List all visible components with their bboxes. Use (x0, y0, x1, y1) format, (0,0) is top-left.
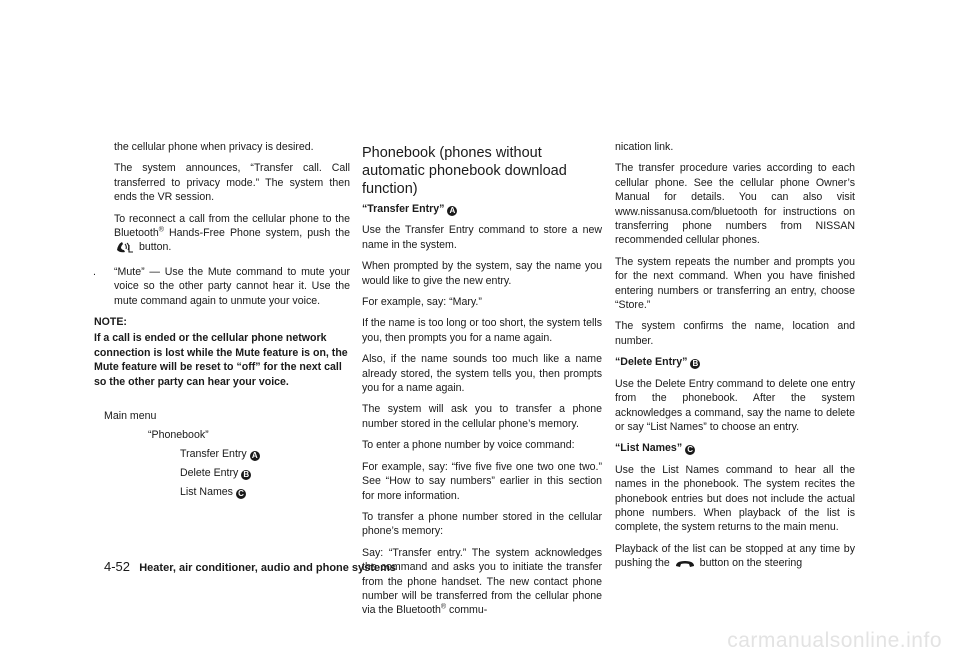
paragraph: Use the List Names command to hear all the names in the phonebook. The system recites the phonebook entries but does not include the actual phone numbers. When playback of the list is complete, the system returns to the main menu. (615, 463, 855, 534)
marker-b-icon: B (241, 470, 251, 480)
paragraph: To transfer a phone number stored in the cellular phone’s memory: (362, 510, 602, 538)
paragraph: The system announces, “Transfer call. Call transferred to privacy mode.” The system then ends the VR session. (114, 162, 350, 204)
paragraph: Also, if the name sounds too much like a name already stored, the system tells you, then prompts you for a name again. (362, 353, 602, 395)
paragraph: nication link. (615, 141, 674, 153)
note-heading: NOTE: (94, 316, 127, 329)
marker-c-icon: C (236, 489, 246, 499)
paragraph: Use the Transfer Entry command to store a new name in the system. (362, 224, 602, 251)
footer-title: Heater, air conditioner, audio and phone systems (139, 562, 396, 574)
menu-item-list-names: List Names C (104, 483, 350, 502)
menu-level1: “Phonebook” (148, 429, 209, 442)
marker-b-icon: B (690, 359, 700, 369)
marker-a-icon: A (250, 451, 260, 461)
note-text: If a call is ended or the cellular phone network connection is lost while the Mute feature is on, the Mute feature will be reset to “off” for the next call so the other party can hear your voice. (94, 332, 348, 388)
bullet-item: . “Mute” — Use the Mute command to mute your voice so the other party cannot hear it. Use the mute command again to unmute your voice. (93, 265, 350, 307)
command-heading: “Transfer Entry” A (362, 202, 602, 216)
paragraph: Playback of the list can be stopped at any time by pushing the button on the steering (615, 542, 855, 574)
paragraph: The system repeats the number and prompts you for the next command. When you have finished entering numbers or transferring an entry, choose “Store.” (615, 255, 855, 312)
menu-item-transfer-entry: Transfer Entry A (104, 445, 350, 464)
paragraph: Use the Delete Entry command to delete one entry from the phonebook. After the system acknowledges a command, say the name to delete or say “List Names” to choose an entry. (615, 377, 855, 433)
bullet-mark: . (93, 265, 96, 278)
paragraph: To reconnect a call from the cellular phone to the Bluetooth® Hands-Free Phone system, push the button. (104, 212, 350, 258)
paragraph: the cellular phone when privacy is desired. (114, 141, 314, 153)
left-column (93, 140, 350, 502)
section-heading: Phonebook (phones without automatic phonebook download function) (362, 145, 567, 197)
marker-c-icon: C (685, 445, 695, 455)
marker-a-icon: A (447, 206, 457, 216)
right-column (615, 140, 855, 581)
middle-column (362, 144, 602, 625)
menu-root: Main menu (104, 410, 157, 423)
command-heading: “Delete Entry” B (615, 355, 855, 369)
page-number: 4-52 (104, 559, 131, 574)
phone-hangup-icon (675, 559, 695, 573)
paragraph: For example, say: “Mary.” (362, 296, 482, 309)
page-footer (104, 560, 396, 575)
command-heading: “List Names” C (615, 441, 855, 455)
paragraph: For example, say: “five five five one two one two.” See “How to say numbers” earlier in this section for more information. (362, 460, 602, 502)
menu-tree (104, 407, 350, 502)
paragraph: The transfer procedure varies according to each cellular phone. See the cellular phone Owner’s Manual for details. You can also visit www.nissanusa.com/bluetooth for instructions on transferring phone numbers from NISSAN recommended cellular phones. (615, 162, 855, 247)
paragraph: The system will ask you to transfer a phone number stored in the cellular phone’s memory. (362, 403, 602, 430)
paragraph: If the name is too long or too short, the system tells you, then prompts you for a name again. (362, 317, 602, 344)
paragraph: Say: “Transfer entry.” The system acknowledges the command and asks you to initiate the transfer from the phone handset. The new contact phone number will be transferred from the cellular phone via the Bluetooth® commu- (362, 546, 602, 617)
watermark: carmanualsonline.info (727, 629, 942, 652)
paragraph: The system confirms the name, location and number. (615, 320, 855, 347)
menu-item-delete-entry: Delete Entry B (104, 464, 350, 483)
talk-phone-icon (116, 241, 134, 257)
paragraph: When prompted by the system, say the name you would like to give the new entry. (362, 260, 602, 287)
paragraph: To enter a phone number by voice command: (362, 439, 575, 452)
